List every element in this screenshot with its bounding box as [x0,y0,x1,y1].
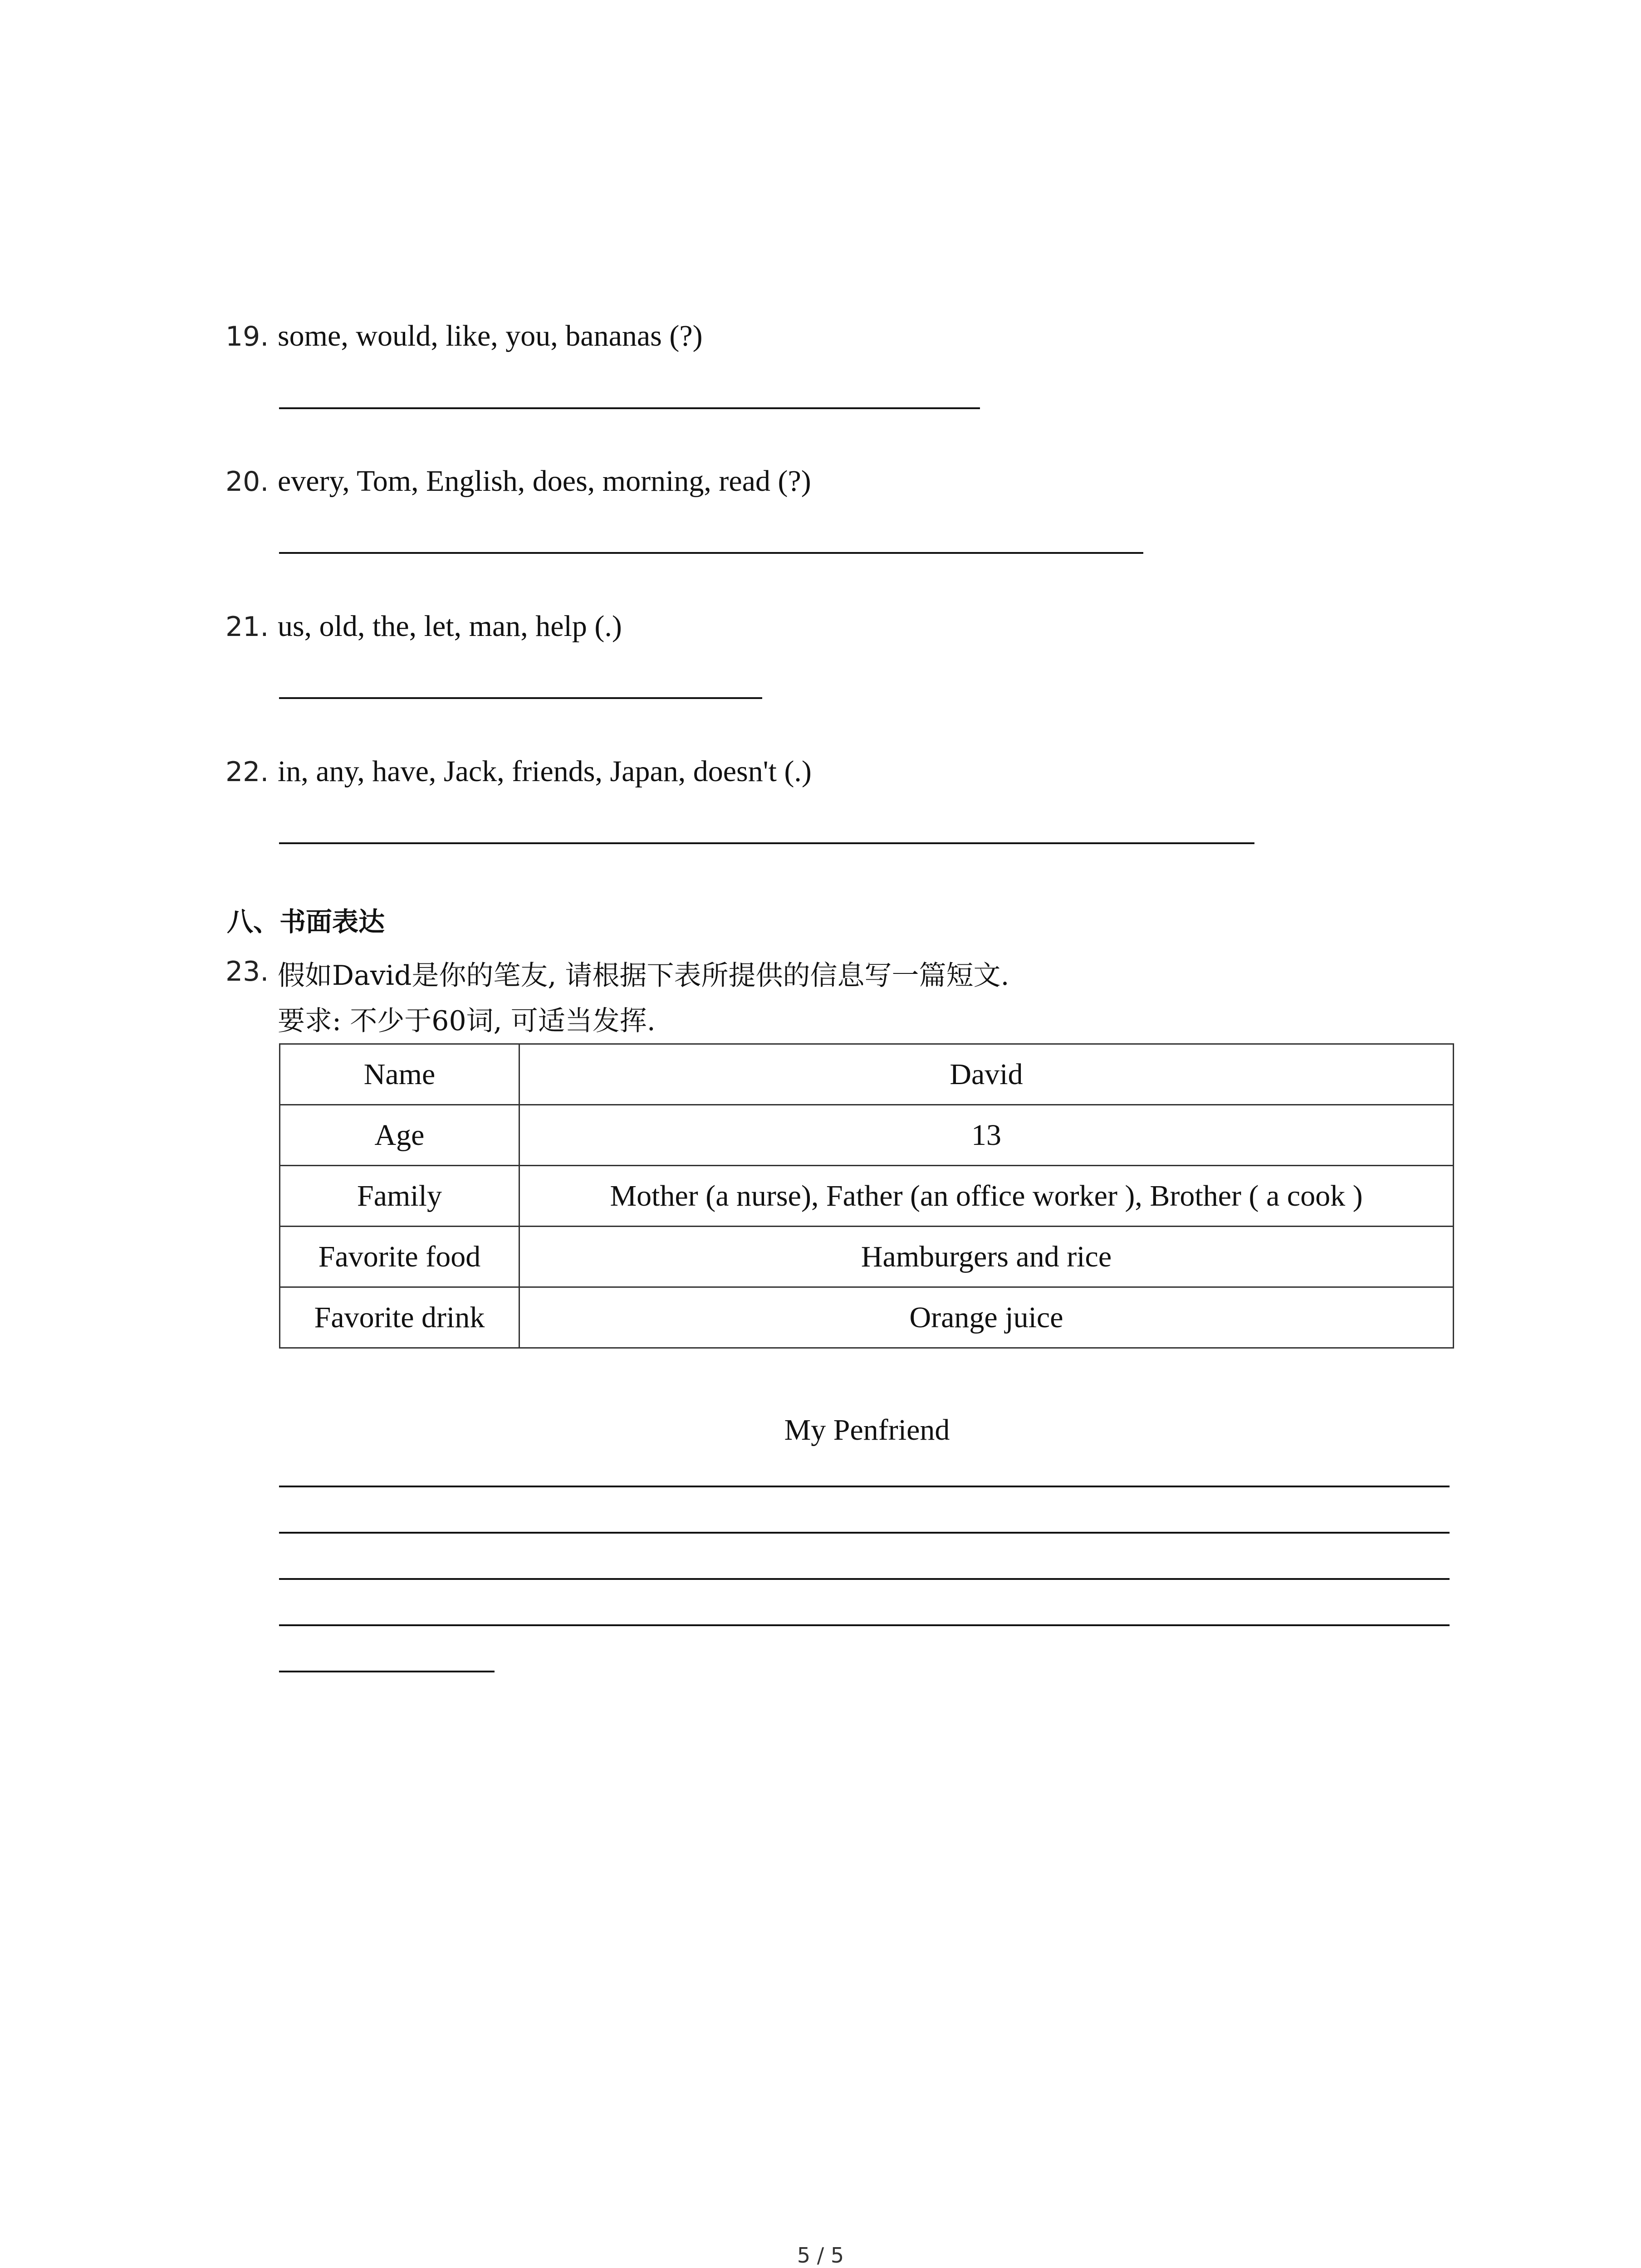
question-21-number: 21. [225,611,269,643]
essay-writing-line[interactable] [279,1486,1450,1487]
question-19-answer-line[interactable] [279,407,980,409]
writing-requirement: 要求: 不少于60词, 可适当发挥. [278,1005,656,1037]
table-row [280,1105,1454,1166]
table-cell-label: Family [280,1166,519,1227]
question-20-answer-line[interactable] [279,552,1143,554]
essay-writing-line[interactable] [279,1578,1450,1580]
essay-title: My Penfriend [784,1413,950,1447]
question-20-prompt: every, Tom, English, does, morning, read (?) [278,464,811,498]
table-row [280,1166,1454,1227]
question-19-prompt: some, would, like, you, bananas (?) [278,319,703,352]
table-cell-value: Orange juice [519,1287,1454,1348]
section-heading: 八、书面表达 [227,906,385,937]
table-row [280,1287,1454,1348]
table-cell-label: Favorite drink [280,1287,519,1348]
essay-writing-line[interactable] [279,1624,1450,1626]
question-21-answer-line[interactable] [279,697,762,699]
writing-instruction: 假如David是你的笔友, 请根据下表所提供的信息写一篇短文. [278,960,1009,992]
question-23-number: 23. [225,956,269,987]
table-cell-label: Favorite food [280,1227,519,1287]
table-cell-value: Mother (a nurse), Father (an office worker ), Brother ( a cook ) [519,1166,1454,1227]
question-22-prompt: in, any, have, Jack, friends, Japan, doesn't (.) [278,755,812,788]
table-row [280,1044,1454,1105]
essay-writing-line[interactable] [279,1671,495,1672]
question-22-answer-line[interactable] [279,842,1254,844]
question-20-number: 20. [225,466,269,498]
table-row [280,1227,1454,1287]
table-cell-label: Name [280,1044,519,1105]
table-cell-value: David [519,1044,1454,1105]
question-22-number: 22. [225,756,269,788]
essay-writing-line[interactable] [279,1532,1450,1534]
question-21-prompt: us, old, the, let, man, help (.) [278,610,622,643]
page-number: 5 / 5 [797,2243,844,2268]
table-cell-value: Hamburgers and rice [519,1227,1454,1287]
table-cell-label: Age [280,1105,519,1166]
question-19-number: 19. [225,321,269,352]
info-table [279,1043,1454,1349]
table-cell-value: 13 [519,1105,1454,1166]
